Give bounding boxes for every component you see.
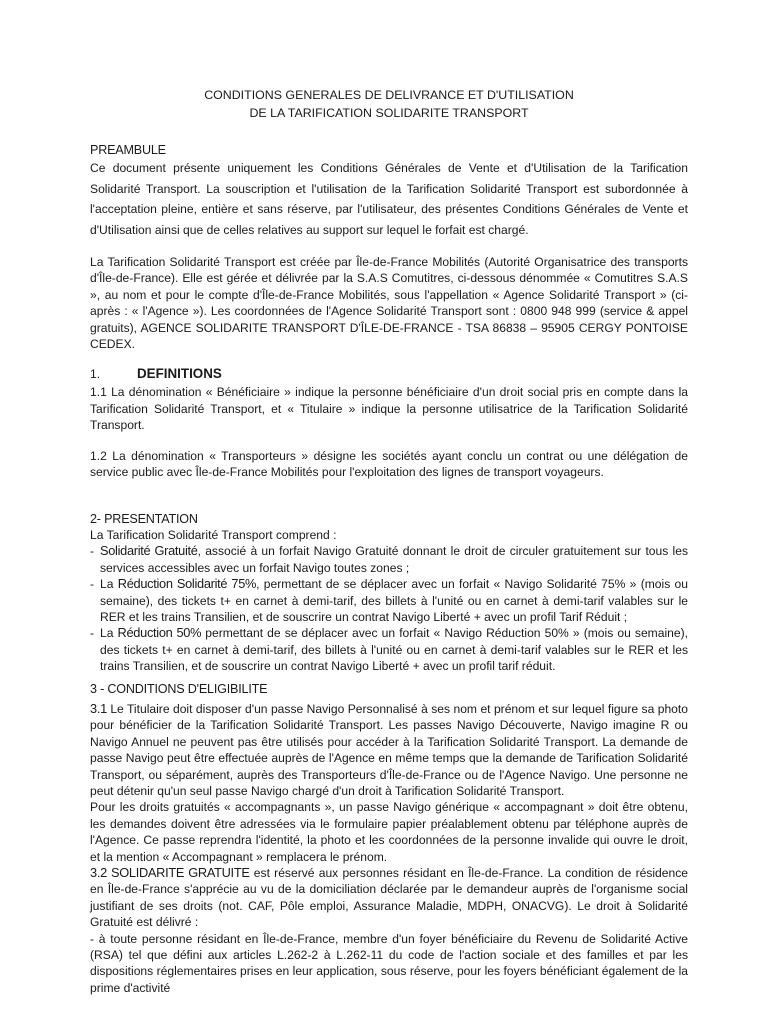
item-prefix: La: [100, 577, 118, 592]
rsa-paragraph: - à toute personne résidant en Île-de-France, membre d'un foyer bénéficiaire du Revenu de Solidarité Active (RSA) tel que défini aux articles L.262-2 à L.262-11 du code de l'action sociale et des familles et par les dispositions réglementaires prises en leur application, sous réserve, pour les foyers bénéficiant également de la prime d'activité: [90, 931, 688, 995]
definition-1-1: 1.1 La dénomination « Bénéficiaire » indique la personne bénéficiaire d'un droit social pris en compte dans la Tarification Solidarité Transport, et « Titulaire » indique la personne utilisatrice de la Tarification Solidarité Transport.: [90, 385, 688, 433]
definitions-title: DEFINITIONS: [137, 366, 222, 382]
section-3-1-number: 3.1: [90, 700, 107, 716]
preambule-paragraph-2: La Tarification Solidarité Transport est créée par Île-de-France Mobilités (Autorité Organisatrice des transports d'Île-de-France). Elle est gérée et délivrée par la S.A.S Comutitres, ci-dessous dénommée « Comutitres S.A.S », au nom et pour le compte d'Île-de-France Mobilités, sous l'appellation « Agence Solidarité Transport » (ci-après : « l'Agence »). Les coordonnées de l'Agence Solidarité Transport sont : 0800 948 999 (service & appel gratuits), AGENCE SOLIDARITE TRANSPORT D'ÎLE-DE-FRANCE - TSA 86838 – 95905 CERGY PONTOISE CEDEX.: [90, 255, 688, 352]
list-dash: -: [90, 577, 95, 592]
section-3-2-text: est réservé aux personnes résidant en Île-de-France. La condition de résidence en Île-de-France s'apprécie au vu de la domiciliation déclarée par le demandeur auprès de l'organisme social justifiant de ses droits (not. CAF, Pôle emploi, Assurance Maladie, MDPH, ONACVG). Le droit à Solidarité Gratuité est délivré :: [90, 866, 689, 930]
presentation-heading: 2- PRESENTATION: [90, 511, 198, 526]
list-item: [90, 576, 688, 625]
item-prefix: La: [100, 626, 118, 641]
item-strong: Solidarité Gratuité: [100, 543, 198, 559]
item-text: permettant de se déplacer avec un forfait « Navigo Réduction 50% » (mois ou semaine), des tickets t+ en carnet à demi-tarif, des billets à l'unité ou en carnet à demi-tarif valables sur le RER et les trains Transilien, et de souscrire un contrat Navigo Liberté + avec un profil tarif réduit.: [100, 626, 688, 674]
item-text: , associé à un forfait Navigo Gratuité donnant le droit de circuler gratuitement sur tous les services accessibles avec un forfait Navigo toutes zones ;: [100, 544, 688, 575]
section-3-1: [90, 701, 688, 799]
accompagnant-paragraph: Pour les droits gratuités « accompagnants », un passe Navigo générique « accompagnant » doit être obtenu, les demandes doivent être adressées via le formulaire papier préalablement obtenu par téléphone auprès de l'Agence. Ce passe reprendra l'identité, la photo et les coordonnées de la personne invalide qui ouvre le droit, et la mention « Accompagnant » remplacera le prénom.: [90, 800, 688, 864]
section-3-2-heading: 3.2 SOLIDARITE GRATUITE: [90, 865, 250, 881]
list-dash: -: [90, 544, 95, 559]
list-dash: -: [90, 626, 95, 641]
document-title: [90, 86, 688, 122]
eligibilite-heading: 3 - CONDITIONS D'ELIGIBILITE: [90, 681, 268, 696]
title-line-2: DE LA TARIFICATION SOLIDARITE TRANSPORT: [249, 106, 529, 120]
document-page: [90, 86, 688, 996]
item-text: , permettant de se déplacer avec un forfait « Navigo Solidarité 75% » (mois ou semaine), des tickets t+ en carnet à demi-tarif, des billets à l'unité ou en carnet à demi-tarif valables sur le RER et les trains Transilien, et de souscrire un contrat Navigo Liberté + avec un profil Tarif Réduit ;: [100, 577, 689, 624]
presentation-list: [90, 543, 688, 674]
list-item: [90, 543, 688, 576]
presentation-intro: La Tarification Solidarité Transport comprend :: [90, 527, 337, 542]
list-item: [90, 625, 688, 674]
preambule-paragraph-1: Ce document présente uniquement les Conditions Générales de Vente et d'Utilisation de la Tarification Solidarité Transport. La souscription et l'utilisation de la Tarification Solidarité Transport est subordonnée à l'acceptation pleine, entière et sans réserve, par l'utilisateur, des présentes Conditions Générales de Vente et d'Utilisation ainsi que de celles relatives au support sur lequel le forfait est chargé.: [90, 161, 688, 237]
item-strong: Réduction Solidarité 75%: [117, 576, 257, 592]
definition-1-2: 1.2 La dénomination « Transporteurs » désigne les sociétés ayant conclu un contrat ou une délégation de service public avec Île-de-France Mobilités pour l'exploitation des lignes de transport voyageurs.: [90, 448, 688, 480]
definitions-number: 1.: [90, 367, 101, 382]
definitions-heading: [90, 366, 688, 384]
section-3-1-text: Le Titulaire doit disposer d'un passe Navigo Personnalisé à ses nom et prénom et sur lequel figure sa photo pour bénéficier de la Tarification Solidarité Transport. Les passes Navigo Découverte, Navigo imagine R ou Navigo Annuel ne peuvent pas être utilisés pour accéder à la Tarification Solidarité Transport. La demande de passe Navigo peut être effectuée auprès de l'Agence en même temps que la demande de Tarification Solidarité Transport, ou séparément, auprès des Transporteurs d'Île-de-France ou de l'Agence Navigo. Une personne ne peut détenir qu'un seul passe Navigo chargé d'un droit à Tarification Solidarité Transport.: [90, 701, 688, 798]
item-strong: Réduction 50%: [117, 625, 202, 641]
section-3-2: [90, 865, 688, 931]
preambule-heading: PREAMBULE: [90, 143, 166, 157]
title-line-1: CONDITIONS GENERALES DE DELIVRANCE ET D'UTILISATION: [204, 88, 574, 102]
